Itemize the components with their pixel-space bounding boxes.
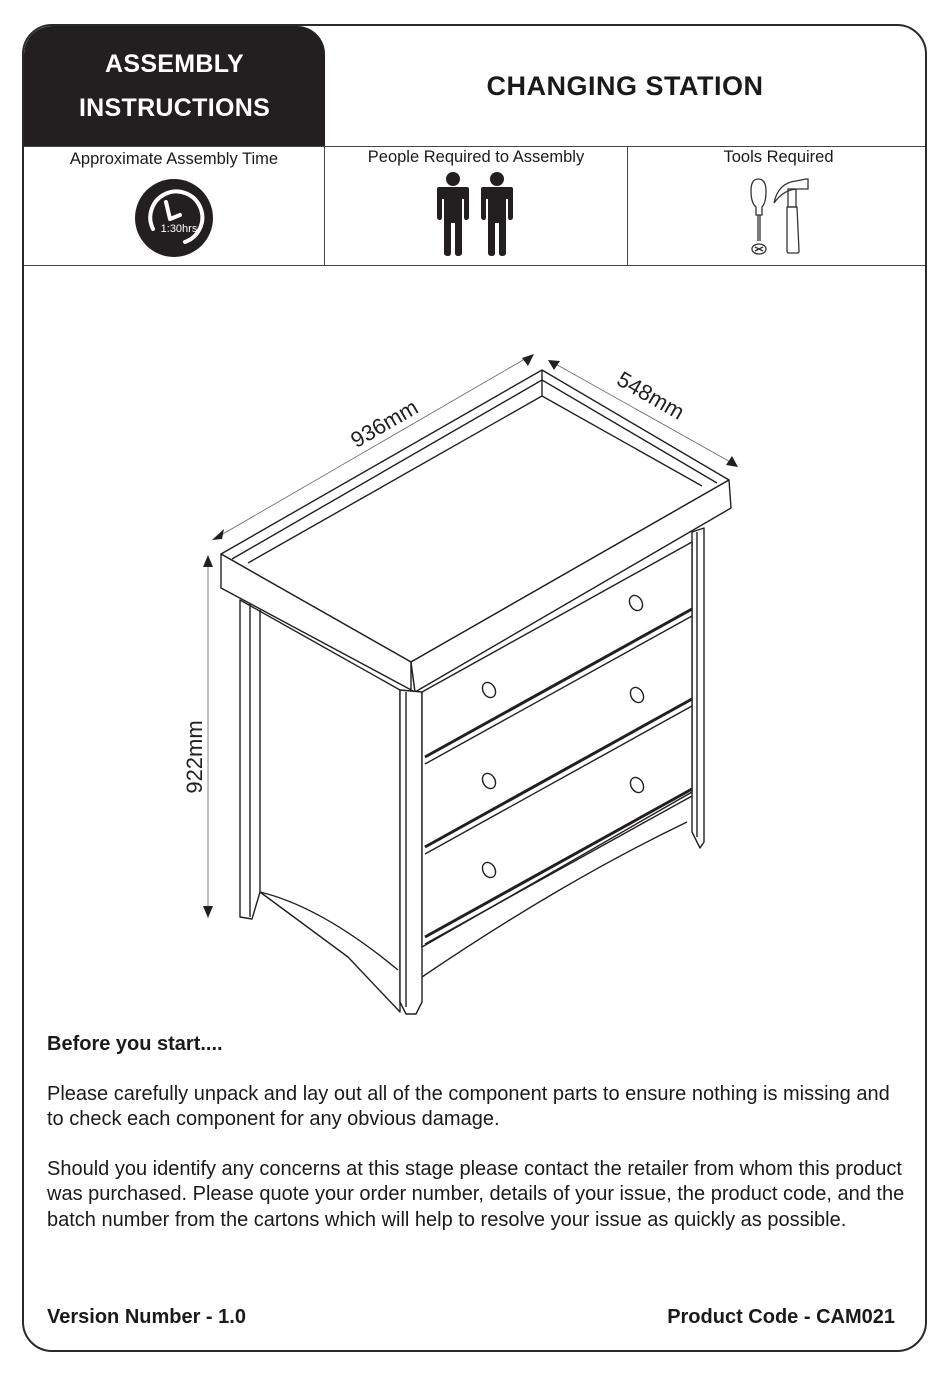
title-line-2: INSTRUCTIONS [78,94,271,122]
assembly-time-label: Approximate Assembly Time [69,150,279,168]
paragraph: Please carefully unpack and lay out all of the component parts to ensure nothing is missing and to check each component for any obvious damage. [47,1082,890,1130]
footer [47,1306,895,1329]
product-title: CHANGING STATION [486,70,764,101]
instruction-sheet [22,24,927,1352]
depth-dimension: 548mm [612,366,689,425]
version-number: Version Number - 1.0 [47,1306,246,1328]
changing-station-diagram [24,26,927,1026]
product-code: Product Code - CAM021 [667,1306,895,1328]
height-dimension: 922mm [182,720,207,794]
title-line-1: ASSEMBLY [104,50,244,78]
width-dimension: 936mm [346,394,423,453]
tools-required-label: Tools Required [723,148,834,166]
before-you-start-section [47,1032,907,1257]
section-heading: Before you start.... [47,1033,223,1055]
time-value: 1:30hrs [160,223,198,235]
paragraph: Should you identify any concerns at this stage please contact the retailer from whom this product was purchased. Please quote your order number, details of your issue, the product code, and the batch number from the cartons which will help to resolve your issue as quickly as possible. [47,1157,905,1231]
people-required-label: People Required to Assembly [367,148,585,166]
